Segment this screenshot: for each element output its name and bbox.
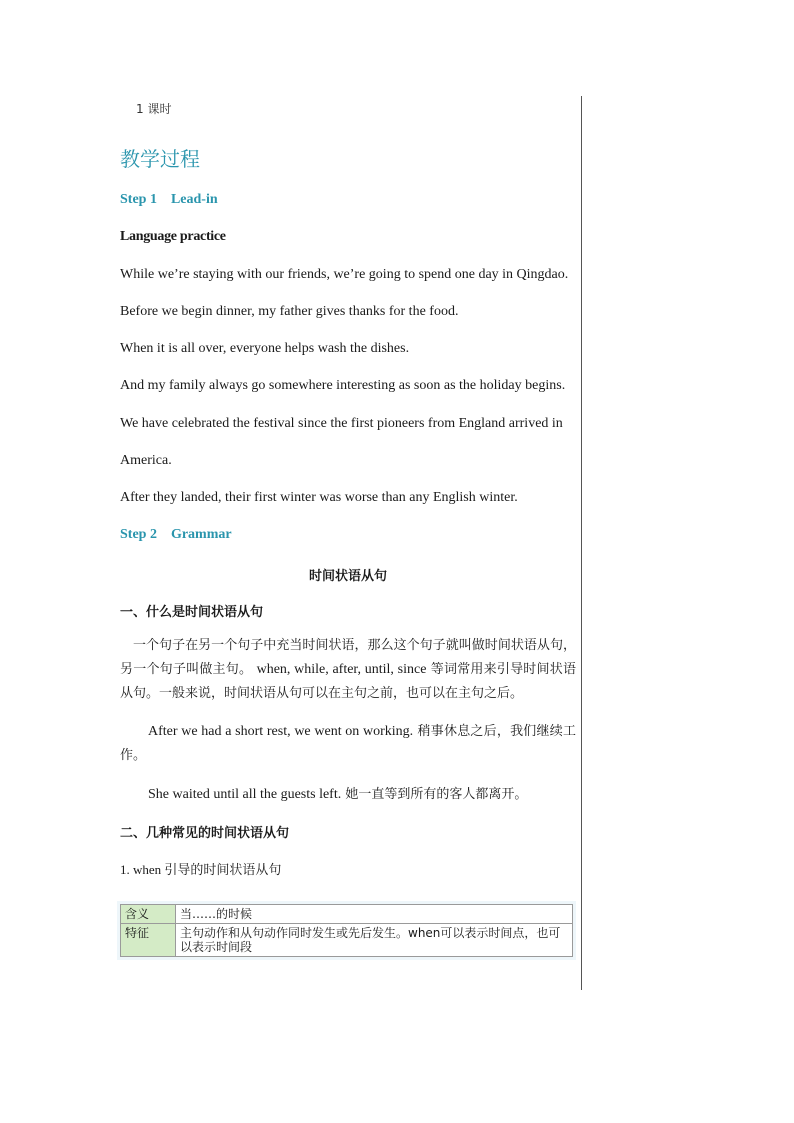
item1-number: 1. when <box>120 862 162 877</box>
sentence-5: We have celebrated the festival since the first pioneers from England arrived in <box>120 416 563 431</box>
table-value-meaning: 当……的时候 <box>176 905 573 924</box>
grammar-title: 时间状语从句 <box>308 569 387 584</box>
sentence-5-continued: America. <box>120 453 172 468</box>
step2-title: Grammar <box>170 527 232 542</box>
step1-number: Step 1 <box>120 192 157 207</box>
definition-rest: 等词常用来引导时间状语从句。一般来说，时间状语从句可以在主句之前，也可以在主句之后。 <box>120 662 576 701</box>
language-practice-heading: Language practice <box>120 229 226 244</box>
section2-heading: 二、几种常见的时间状语从句 <box>120 826 290 841</box>
example-2-zh: 她一直等到所有的客人都离开。 <box>345 787 528 802</box>
table-row <box>121 905 573 924</box>
example-2 <box>120 783 576 807</box>
step2-number: Step 2 <box>120 527 157 542</box>
example-1-zh: 稍事休息之后，我们继续工作。 <box>120 724 576 763</box>
step1-title: Lead-in <box>170 192 218 207</box>
section1-heading: 一、什么是时间状语从句 <box>120 605 264 620</box>
definition-paragraph <box>120 634 576 706</box>
table-value-feature: 主句动作和从句动作同时发生或先后发生。when可以表示时间点，也可以表示时间段 <box>176 924 573 957</box>
table-label-meaning: 含义 <box>121 905 176 924</box>
sentence-2: Before we begin dinner, my father gives thanks for the food. <box>120 304 459 319</box>
definition-words: when, while, after, until, since <box>256 662 427 677</box>
item1-heading <box>120 859 281 878</box>
item1-text: 引导的时间状语从句 <box>164 863 282 878</box>
step2-heading <box>120 527 232 543</box>
definition-text: 一个句子在另一个句子中充当时间状语，那么这个句子就叫做时间状语从句，另一个句子叫做主句。 <box>120 638 576 677</box>
step1-heading <box>120 192 218 208</box>
table-label-feature: 特征 <box>121 924 176 957</box>
lesson-count: 1 课时 <box>136 102 172 116</box>
table-row <box>121 924 573 957</box>
sentence-6: After they landed, their first winter was worse than any English winter. <box>120 490 518 505</box>
sentence-3: When it is all over, everyone helps wash the dishes. <box>120 341 410 356</box>
when-clause-table <box>120 904 573 957</box>
example-1-en: After we had a short rest, we went on working. <box>148 724 414 739</box>
sentence-4: And my family always go somewhere interesting as soon as the holiday begins. <box>120 378 566 393</box>
section-heading: 教学过程 <box>120 147 200 171</box>
example-1 <box>120 720 576 768</box>
sentence-1: While we’re staying with our friends, we’re going to spend one day in Qingdao. <box>120 267 569 282</box>
example-2-en: She waited until all the guests left. <box>148 787 342 802</box>
page-margin-rule <box>581 96 582 990</box>
